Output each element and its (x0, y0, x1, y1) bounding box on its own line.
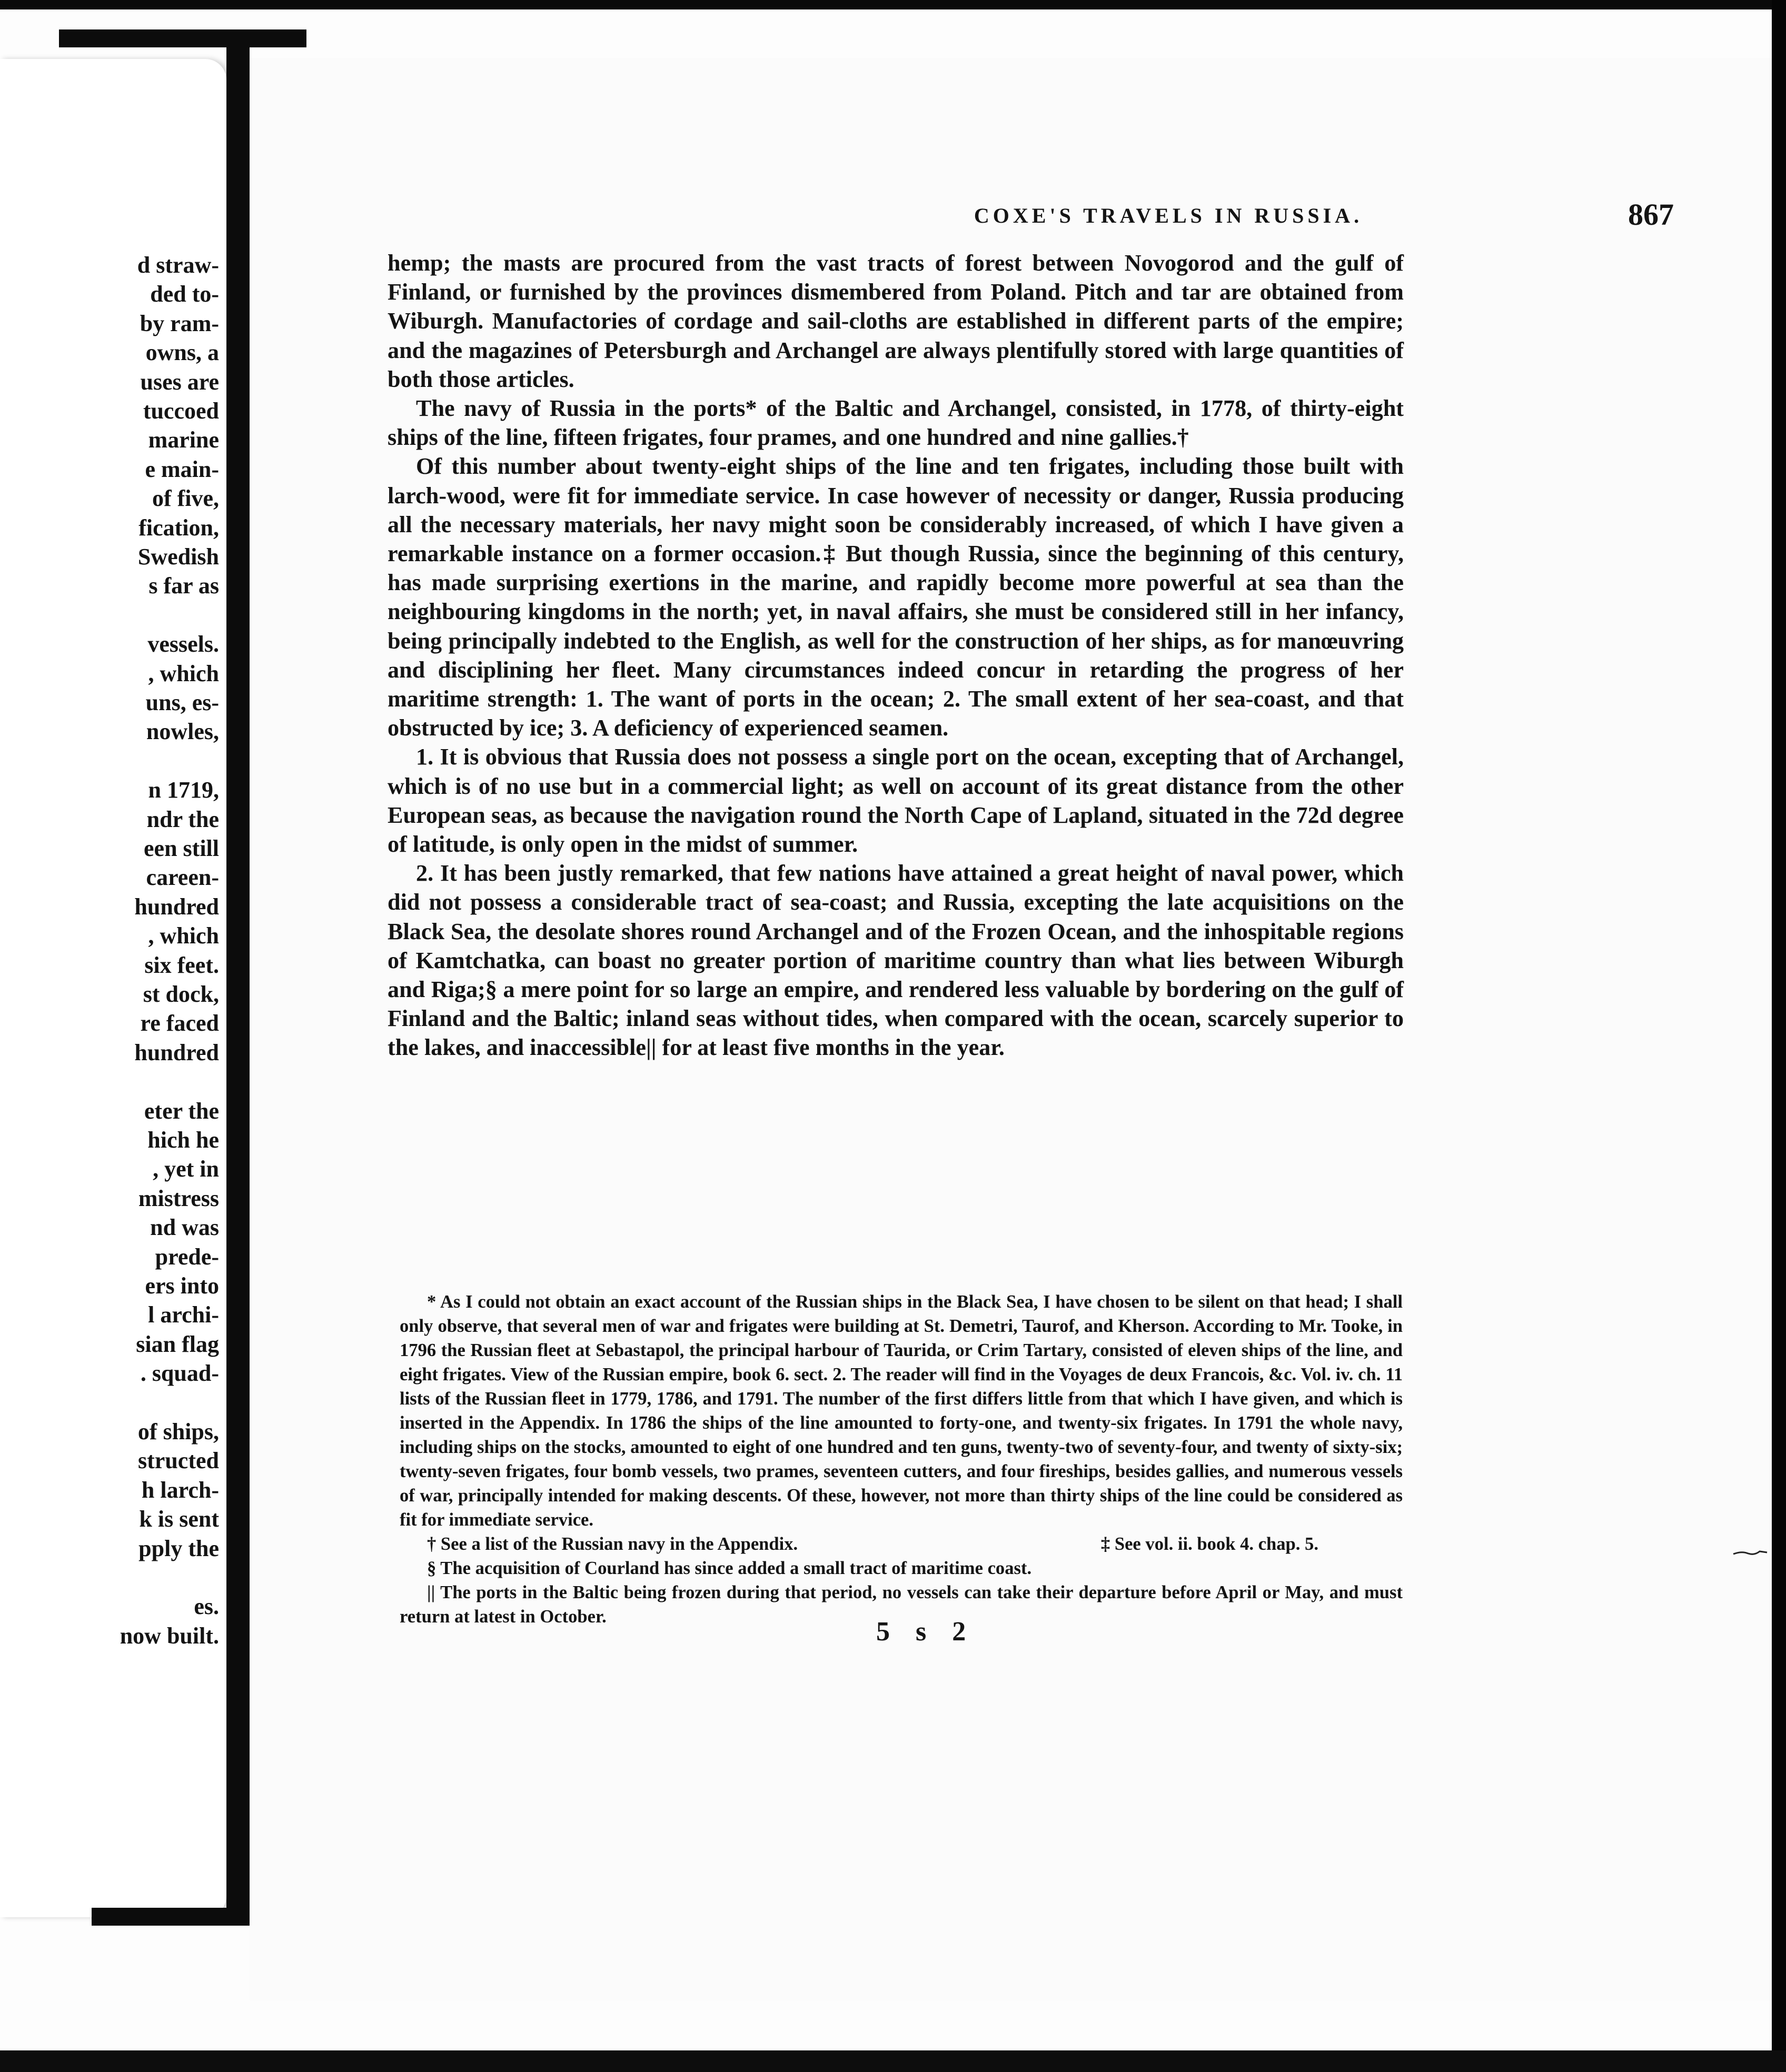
left-page-fragment: , yet in (153, 1156, 219, 1182)
left-page-fragment: of five, (152, 485, 219, 512)
left-page-fragment: careen- (146, 864, 219, 891)
footnote-parallel: || The ports in the Baltic being frozen during that period, no vessels can take their departure before April or May, and must return at latest in October. (400, 1582, 1403, 1627)
left-page-fragment: hundred (134, 893, 219, 920)
paragraph-fit-for-service: Of this number about twenty-eight ships of the line and ten frigates, including those built with larch-wood, were fit for immediate service. In case however of necessity or danger, Russia producing all the necessary materials, her navy might soon be considerably increased, of which I have given a remarkable instance on a former occasion.‡ But though Russia, since the beginning of this century, has made surprising exertions in the marine, and rapidly become more powerful at sea than the neighbouring kingdoms in the north; yet, in naval affairs, she must be considered still in her infancy, being principally indebted to the English, as well for the construction of her ships, as for manœuvring and disciplining her fleet. Many circumstances indeed concur in retarding the progress of her maritime strength: 1. The want of ports in the ocean; 2. The small extent of her sea-coast, and that obstructed by ice; 3. A deficiency of experienced seamen. (388, 453, 1404, 741)
footnote-double-dagger: ‡ See vol. ii. book 4. chap. 5. (1100, 1534, 1318, 1554)
left-page-fragment: ers into (145, 1273, 219, 1299)
left-page-fragment: of ships, (137, 1419, 219, 1445)
page-number: 867 (1628, 197, 1674, 232)
left-page-fragment: pply the (138, 1535, 219, 1561)
left-page-fragment: h larch- (141, 1477, 219, 1503)
left-page-fragment: vessels. (147, 631, 219, 658)
left-page-fragment: eter the (144, 1098, 219, 1124)
scan-bottom-edge (0, 2050, 1786, 2072)
left-page-fragment: owns, a (145, 340, 219, 366)
left-page-fragment: d straw- (137, 252, 219, 278)
left-page-fragment: by ram- (140, 310, 219, 336)
left-page-fragment: hich he (147, 1127, 219, 1153)
left-page-fragment: ded to- (150, 281, 219, 307)
left-page-fragment: l archi- (148, 1302, 219, 1328)
left-page-fragment: mistress (138, 1185, 219, 1211)
left-page-fragment: now built. (120, 1622, 219, 1649)
binding-clamp-top (59, 29, 306, 47)
left-page-fragment: six feet. (144, 952, 219, 978)
footnotes (400, 1290, 1403, 1629)
page-header (671, 197, 1674, 242)
left-page-fragment: k is sent (139, 1506, 219, 1532)
left-page-fragment: uns, es- (145, 690, 219, 715)
footnote-section: § The acquisition of Courland has since added a small tract of maritime coast. (427, 1558, 1032, 1578)
footnote-dagger: † See a list of the Russian navy in the Appendix. (427, 1534, 798, 1554)
left-page-fragment: structed (138, 1448, 219, 1474)
left-page-fragment: nowles, (146, 719, 219, 745)
left-page-fragment: uses are (140, 368, 219, 395)
signature-mark: 5 s 2 (876, 1617, 976, 1647)
left-page-fragment: Swedish (137, 544, 219, 570)
left-facing-page (0, 59, 226, 1917)
left-page-fragment: e main- (145, 456, 219, 482)
paragraph-sea-coast: 2. It has been justly remarked, that few nations have attained a great height of naval power, which did not possess a considerable tract of sea-coast; and Russia, excepting the late acquisitions on the Black Sea, the desolate shores round Archangel and of the Frozen Ocean, and the inhospitable regions of Kamtchatka, can boast no greater portion of maritime country than what lies between Wiburgh and Riga;§ a mere point for so large an empire, and rendered less valuable by bordering on the gulf of Finland and the Baltic; inland seas without tides, when compared with the ocean, scarcely superior to the lakes, and inaccessible|| for at least five months in the year. (388, 860, 1404, 1061)
left-page-fragment: tuccoed (143, 398, 219, 424)
paragraph-continuation: hemp; the masts are procured from the vast tracts of forest between Novogorod and the gulf of Finland, or furnished by the provinces dismembered from Poland. Pitch and tar are obtained from Wiburgh. Manufactories of cordage and sail-cloths are established in different parts of the empire; and the magazines of Petersburgh and Archangel are always plentifully stored with large quantities of both those articles. (388, 250, 1404, 392)
body-text (388, 248, 1404, 1062)
scan-speck (1732, 1547, 1769, 1558)
left-page-fragment: prede- (155, 1243, 219, 1270)
left-page-fragment: , which (148, 923, 219, 949)
scan-top-edge (0, 0, 1786, 9)
running-head: COXE'S TRAVELS IN RUSSIA. (974, 204, 1363, 227)
binding-clamp-bar (226, 29, 250, 1926)
footnote-star: * As I could not obtain an exact account of the Russian ships in the Black Sea, I have chosen to be silent on that head; I shall only observe, that several men of war and frigates were building at St. Demetri, Taurof, and Kherson. According to Mr. Tooke, in 1796 the Russian fleet at Sebastapol, the principal harbour of Taurida, or Crim Tartary, consisted of eleven ships of the line, and eight frigates. View of the Russian empire, book 6. sect. 2. The reader will find in the Voyages de deux Francois, &c. Vol. iv. ch. 11 lists of the Russian fleet in 1779, 1786, and 1791. The number of the first differs little from that which I have given, and which is inserted in the Appendix. In 1786 the ships of the line amounted to forty-one, and twenty-six frigates. In 1791 the whole navy, including ships on the stocks, amounted to eight of one hundred and ten guns, twenty-two of seventy-four, and twenty of sixty-six; twenty-seven frigates, four bomb vessels, two prames, seventeen cutters, and four fireships, besides gallies, and numerous vessels of war, principally intended for making descents. Of these, however, not more than thirty ships of the line could be considered as fit for immediate service. (400, 1292, 1403, 1530)
paragraph-navy-count: The navy of Russia in the ports* of the Baltic and Archangel, consisted, in 1778, of thirty-eight ships of the line, fifteen frigates, four prames, and one hundred and nine gallies.† (388, 395, 1404, 451)
paragraph-ports: 1. It is obvious that Russia does not possess a single port on the ocean, excepting that of Archangel, which is of no use but in a commercial light; as well on account of its great distance from the other European seas, as because the navigation round the North Cape of Lapland, situated in the 72d degree of latitude, is only open in the midst of summer. (388, 744, 1404, 858)
left-page-fragment: es. (194, 1593, 219, 1620)
left-page-fragment: ndr the (146, 806, 219, 832)
left-page-fragment: n 1719, (148, 777, 219, 803)
left-page-fragment: nd was (150, 1214, 219, 1241)
left-page-fragment: st dock, (143, 981, 219, 1007)
left-page-fragment: sian flag (136, 1331, 219, 1357)
left-page-fragment: re faced (140, 1010, 219, 1037)
left-page-fragment: s far as (148, 573, 219, 599)
footnote-row (400, 1532, 1403, 1556)
left-page-fragment: marine (148, 427, 219, 453)
book-page (250, 58, 1782, 2000)
left-page-fragment: fication, (138, 514, 219, 541)
left-page-fragment: . squad- (140, 1360, 219, 1387)
left-page-fragment: , which (148, 660, 219, 686)
scan-right-edge (1772, 0, 1786, 2072)
left-page-fragment: een still (144, 835, 219, 861)
left-page-fragment: hundred (134, 1039, 219, 1065)
